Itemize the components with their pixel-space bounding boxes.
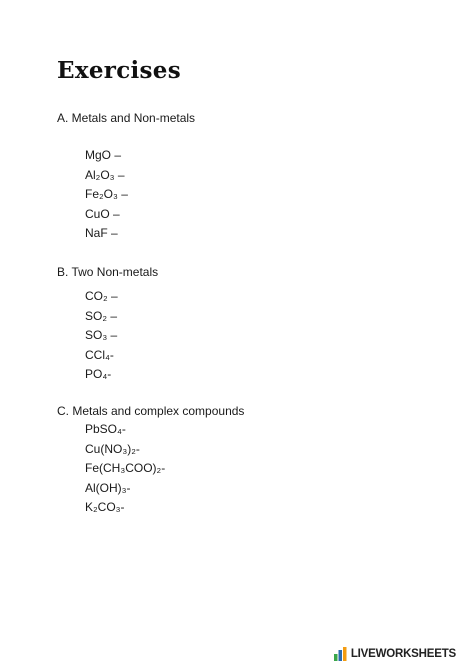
formula-item: CuO – <box>85 206 120 221</box>
footer-brand-text: LIVEWORKSHEETS <box>350 648 456 660</box>
formula-item: Al₂O₃ – <box>85 167 125 182</box>
section-heading-metals-complex-compounds: C. Metals and complex compounds <box>57 404 245 418</box>
formula-item: CCl₄- <box>85 347 114 362</box>
formula-item: K₂CO₃- <box>85 500 125 514</box>
formula-item: SO₃ – <box>85 328 118 342</box>
formula-item: Fe₂O₃ – <box>85 187 128 201</box>
formula-item: NaF – <box>85 226 118 240</box>
page-title: Exercises <box>57 57 181 84</box>
formula-list-a <box>85 146 128 244</box>
formula-item: PO₄- <box>85 367 112 381</box>
formula-list-c <box>85 420 165 518</box>
section-heading-metals-non-metals: A. Metals and Non-metals <box>57 111 196 125</box>
formula-item: PbSO₄- <box>85 422 126 436</box>
liveworksheets-logo-icon <box>334 647 348 661</box>
formula-item: SO₂ – <box>85 308 118 323</box>
formula-item: Cu(NO₃)₂- <box>85 441 140 456</box>
footer-branding <box>334 647 456 661</box>
formula-item: Al(OH)₃- <box>85 480 131 495</box>
section-heading-two-non-metals: B. Two Non-metals <box>57 265 159 279</box>
formula-list-b <box>85 287 118 385</box>
formula-item: Fe(CH₃COO)₂- <box>85 461 166 475</box>
formula-item: MgO – <box>85 148 122 162</box>
formula-item: CO₂ – <box>85 289 118 303</box>
